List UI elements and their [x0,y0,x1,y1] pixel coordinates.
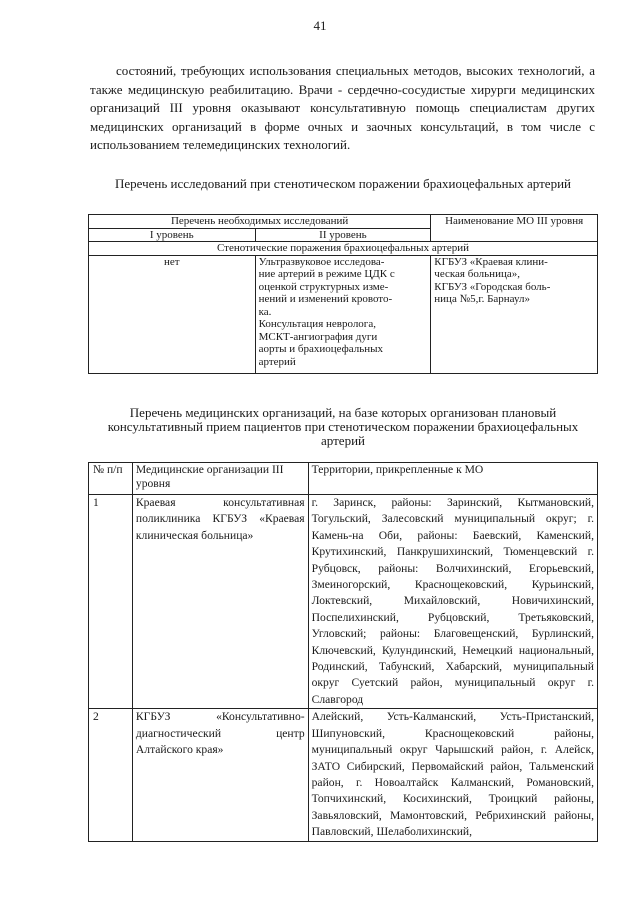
row-number: 1 [89,495,133,709]
organizations-table [88,462,598,842]
header-organizations: Медицинские организации III уровня [132,463,308,495]
table-row [89,495,598,709]
intro-paragraph: состояний, требующих использования специальных методов, высоких технологий, а также медицинскую реабилитацию. Врачи - сердечно-сосудистые хирурги медицинских организаций III уровня оказывают консультативную помощь специалистам других медицинских организаций в форме очных и заочных консультаций, в том числе с использованием телемедицинских технологий. [90,63,595,153]
table-row [89,709,598,841]
table-row [89,215,598,229]
header-required-studies: Перечень необходимых исследований [89,215,431,229]
section-title: Стенотические поражения брахиоцефальных артерий [89,242,598,256]
row-number: 2 [89,709,133,841]
row-organization: Краевая консультативная поликлиника КГБУЗ «Краевая клиническая больница» [132,495,308,709]
row-territories: Алейский, Усть-Калманский, Усть-Пристанский, Шипуновский, Краснощековский районы, муниципальный округ Чарышский район, г. Алейск, ЗАТО Сибирский, Первомайский район, Тальменский район, г. Новоалтайск Калманский, Романовский, Топчихинский, Косихинский, Троицкий районы, Завьяловский, Мамонтовский, Ребрихинский районы, Павловский, Шелаболихинский, [308,709,597,841]
studies-table [88,214,598,374]
row-organization: КГБУЗ «Консультативно-диагностический центр Алтайского края» [132,709,308,841]
heading-studies-list: Перечень исследований при стенотическом поражении брахиоцефальных артерий [115,176,571,191]
page-number: 41 [313,18,327,33]
cell-level-2: Ультразвуковое исследова- ние артерий в режиме ЦДК с оценкой структурных изме- нений и изменений кровото- ка. Консультация невролога, МСКТ-ангиография дуги аорты и брахиоцефальных артерий [255,255,431,373]
heading-organizations-list: Перечень медицинских организаций, на базе которых организован плановый консультативный прием пациентов при стенотическом поражении брахиоцефальных артерий [107,405,579,448]
header-mo-name: Наименование МО III уровня [431,215,598,242]
header-number: № п/п [89,463,133,495]
table-row [89,242,598,256]
header-territories: Территории, прикрепленные к МО [308,463,597,495]
cell-level-1: нет [89,255,256,373]
table-row [89,255,598,373]
header-level-1: I уровень [89,228,256,242]
row-territories: г. Заринск, районы: Заринский, Кытмановский, Тогульский, Залесовский муниципальный округ; г. Камень-на Оби, районы: Баевский, Каменский, Крутихинский, Панкрушихинский, Тюменцевский г. Рубцовск, районы: Волчихинский, Егорьевский, Змеиногорский, Краснощековский, Курьинский, Локтевский, Михайловский, Новичихинский, Поспелихинский, Рубцовский, Третьяковский, Угловский; районы: Благовещенский, Бурлинский, Ключевский, Кулундинский, Немецкий национальный, Родинский, Табунский, Хабарский, муниципальный округ Суетский район, муниципальный округ г. Славгород [308,495,597,709]
table-row [89,463,598,495]
header-level-2: II уровень [255,228,431,242]
cell-mo: КГБУЗ «Краевая клини- ческая больница», КГБУЗ «Городская боль- ница №5,г. Барнаул» [431,255,598,373]
